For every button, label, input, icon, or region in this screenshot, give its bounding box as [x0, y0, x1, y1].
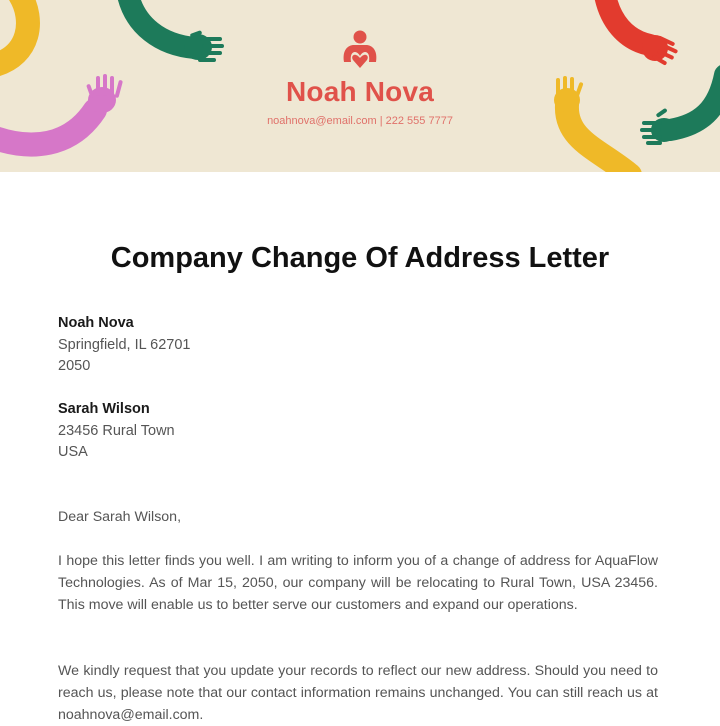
- green-hand-icon: [184, 30, 224, 62]
- letterhead-banner: [0, 0, 720, 172]
- body-paragraph-1: I hope this letter finds you well. I am writing to inform you of a change of address for AquaFlow Technologies. As of Mar 15, 2050, our company will be relocating to Rural Town, USA 23456. This move will enable us to better serve our customers and expand our operations.: [58, 553, 658, 613]
- recipient-address-line2: USA: [58, 444, 88, 460]
- document-title: Company Change Of Address Letter: [110, 242, 610, 274]
- sender-address-line2: 2050: [58, 358, 91, 374]
- red-arm-icon: [605, 0, 650, 45]
- person-heart-icon: [338, 28, 382, 72]
- brand-name: Noah Nova: [285, 76, 435, 107]
- red-hand-icon: [642, 35, 678, 66]
- sender-address-line1: Springfield, IL 62701: [58, 336, 191, 353]
- body-paragraph-2: We kindly request that you update your records to reflect our new address. Should you need to reach us, please note that our contact information remains unchanged. You can still reach us at noahnova@email.com.: [58, 663, 658, 723]
- recipient-address-line1: 23456 Rural Town: [58, 422, 175, 439]
- recipient-name: Sarah Wilson: [58, 401, 150, 417]
- sender-name: Noah Nova: [58, 315, 134, 331]
- salutation: Dear Sarah Wilson,: [58, 509, 182, 525]
- recipient-address-block: [58, 399, 175, 464]
- yellow-arm-icon: [0, 0, 28, 65]
- sender-address-block: [58, 313, 190, 378]
- green-arm-icon: [128, 0, 195, 48]
- brand-contact-info: noahnova@email.com | 222 555 7777: [267, 115, 453, 127]
